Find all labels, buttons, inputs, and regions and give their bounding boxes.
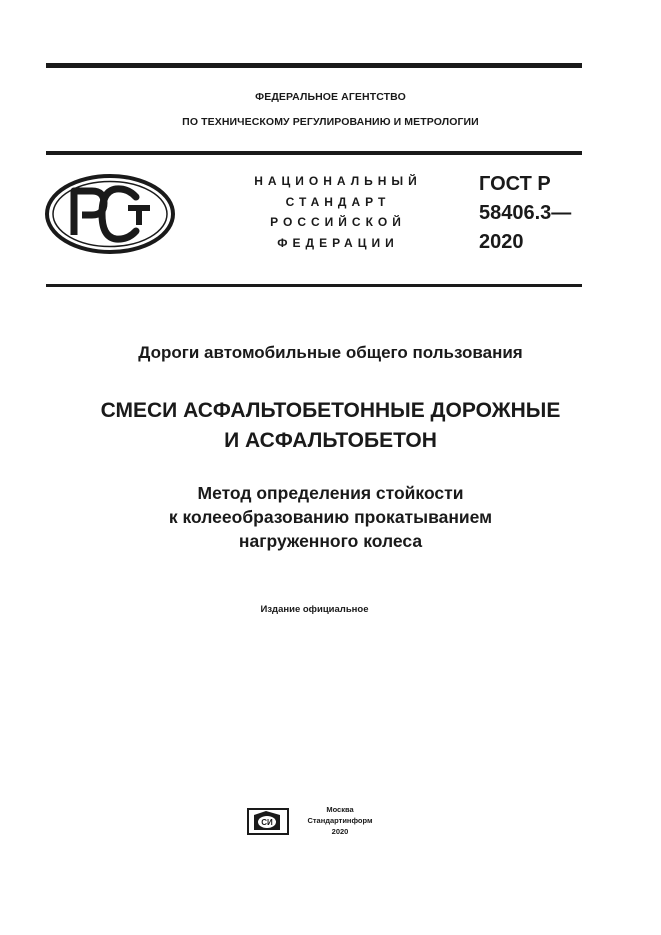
imprint-publisher: Стандартинформ — [307, 816, 373, 825]
standard-code-line-1: ГОСТ Р — [479, 173, 551, 195]
imprint-year: 2020 — [331, 827, 349, 836]
document-subject: Дороги автомобильные общего пользования — [138, 343, 523, 362]
edition-label: Издание официальное — [260, 604, 369, 615]
standard-type-line: СТАНДАРТ — [285, 194, 391, 209]
imprint-city: Москва — [326, 805, 354, 814]
top-rule — [46, 63, 582, 68]
document-title — [0, 396, 661, 456]
standard-code — [479, 170, 571, 257]
upper-divider-rule — [46, 151, 582, 155]
method-line-3: нагруженного колеса — [238, 531, 423, 551]
standard-code-line-3: 2020 — [479, 231, 524, 253]
standard-type-line: ФЕДЕРАЦИИ — [277, 235, 399, 250]
method-line-2: к колееобразованию прокатыванием — [168, 507, 493, 527]
method-line-1: Метод определения стойкости — [197, 483, 464, 503]
lower-divider-rule — [46, 284, 582, 287]
document-title-line-1: СМЕСИ АСФАЛЬТОБЕТОННЫЕ ДОРОЖНЫЕ — [100, 399, 561, 422]
imprint-block — [305, 804, 375, 837]
standard-type-line: НАЦИОНАЛЬНЫЙ — [254, 174, 422, 188]
standard-code-line-2: 58406.3— — [479, 202, 572, 224]
agency-line-1: ФЕДЕРАЛЬНОЕ АГЕНТСТВО — [255, 91, 406, 103]
agency-line-2: ПО ТЕХНИЧЕСКОМУ РЕГУЛИРОВАНИЮ И МЕТРОЛОГИИ — [182, 116, 479, 128]
standard-type-block — [248, 171, 428, 253]
document-title-line-2: И АСФАЛЬТОБЕТОН — [224, 429, 437, 452]
rst-logo-icon — [44, 173, 176, 255]
standard-type-line: РОССИЙСКОЙ — [270, 215, 406, 229]
svg-text:СИ: СИ — [261, 818, 273, 827]
document-method-title — [0, 481, 661, 553]
standartinform-logo-icon — [246, 806, 290, 836]
